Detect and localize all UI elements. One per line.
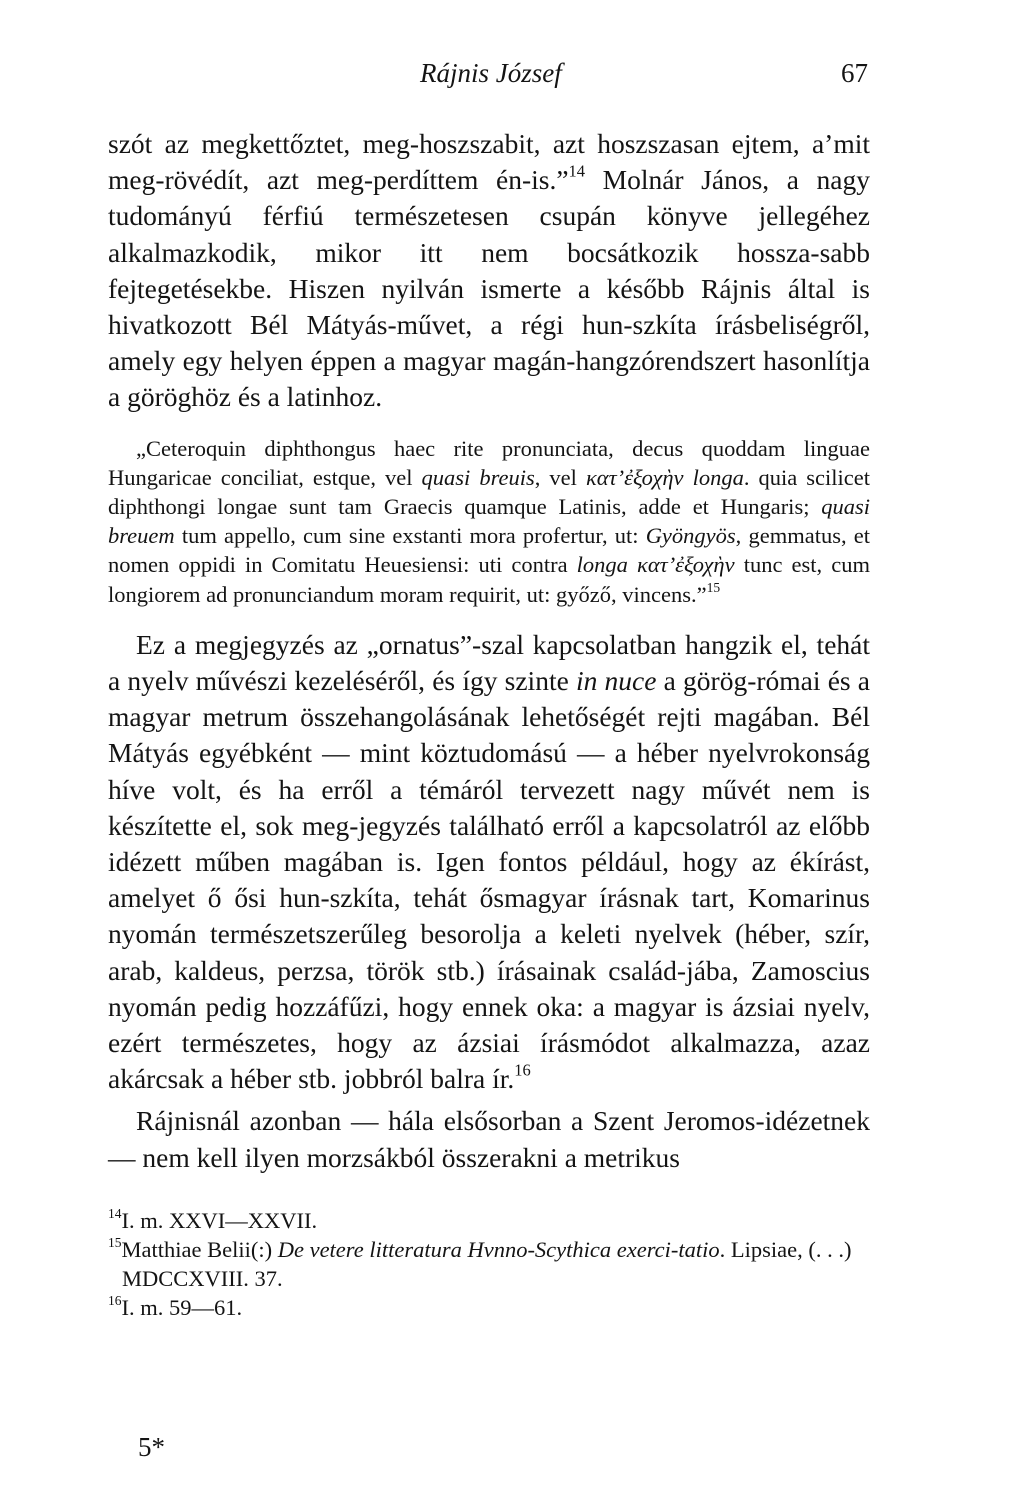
latin-quotation (108, 434, 870, 609)
footnote-ref-16: 16 (514, 1060, 531, 1080)
quote-italic-3: quasi breuem (108, 494, 870, 549)
running-head (108, 58, 870, 98)
footnote-14-text: I. m. XXVI—XXVII. (121, 1207, 318, 1233)
footnote-16 (108, 1293, 870, 1322)
signature-mark: 5* (138, 1432, 165, 1462)
page (108, 58, 870, 1322)
paragraph-2 (108, 627, 870, 1098)
footnote-16-text: I. m. 59—61. (121, 1294, 243, 1320)
quote-text-c: . quia scilicet diphthongi longae sunt tam Graecis quamque Latinis, adde et Hungaris; (108, 464, 870, 520)
footnote-ref-15: 15 (706, 579, 721, 595)
quote-italic-5: longa κατ’ἐξοχὴν (576, 552, 735, 578)
footnote-15 (108, 1235, 870, 1293)
paragraph-3: Rájnisnál azonban — hála elsősorban a Szent Jeromos-idézetnek — nem kell ilyen morzsákból összerakni a metrikus (108, 1105, 870, 1173)
quote-italic-1: quasi breuis (421, 464, 535, 490)
quote-text-a: „Ceteroquin diphthongus haec rite pronunciata, decus quoddam linguae Hungaricae conciliat, estque, vel (108, 435, 870, 490)
paragraph-2-text-b: a görög-római és a magyar metrum összehangolásának lehetőségét rejti magában. Bél Mátyás egyébként — mint köztudomású — a héber nyelvrokonság híve volt, és ha erről a témáról tervezett nagy művét nem is készítette el, sok meg-jegyzés található erről a kapcsolatról az előbb idézett műben magában is. Igen fontos például, hogy az ékírást, amelyet ő ősi hun-szkíta, tehát ősmagyar írásnak tart, Komarinus nyomán természetszerűleg besorolja a keleti nyelvek (héber, szír, arab, kaldeus, perzsa, török stb.) írásainak család-jába, Zamoscius nyomán pedig hozzáfűzi, hogy ennek oka: a magyar is ázsiai nyelv, ezért természetes, hogy az ázsiai írásmódot alkalmazza, azaz akárcsak a héber stb. jobbról balra ír. (108, 665, 871, 1095)
paragraph-2-text-a: Ez a megjegyzés az „ornatus”-szal kapcsolatban hangzik el, tehát a nyelv művészi kezeléséről, és így szinte (108, 628, 870, 697)
footnote-15-text-b: . Lipsiae, (. . .) MDCCXVIII. 37. (122, 1236, 852, 1291)
footnotes (108, 1206, 870, 1322)
footnote-15-italic: De vetere litteratura Hvnno-Scythica exerci-tatio (277, 1236, 720, 1262)
paragraph-1-text-b: Molnár János, a nagy tudományú férfiú természetesen csupán könyve jellegéhez alkalmazkodik, mikor itt nem bocsátkozik hossza-sabb fejtegetésekbe. Hiszen nyilván ismerte a később Rájnis által is hivatkozott Bél Mátyás-művet, a régi hun-szkíta írásbeliségről, amely egy helyen éppen a magyar magán-hangzórendszert hasonlítja a göröghöz és a latinhoz. (108, 164, 870, 413)
quote-text-e: , gemmatus, et nomen oppidi in Comitatu Heuesiensi: uti contra (108, 523, 870, 578)
footnote-15-text-a: Matthiae Belii(:) (121, 1236, 278, 1262)
footnote-15-number: 15 (108, 1234, 122, 1250)
quote-text-f: tunc est, cum longiorem ad pronunciandum moram requirit, ut: győző, vincens.” (108, 552, 870, 607)
page-number: 67 (841, 58, 868, 88)
paragraph-1 (108, 126, 870, 416)
footnote-14-number: 14 (108, 1205, 122, 1221)
paragraph-2-italic: in nuce (575, 665, 657, 697)
running-title: Rájnis József (420, 58, 562, 88)
footnote-ref-14: 14 (568, 161, 586, 181)
paragraph-1-text-a: szót az megkettőztet, meg-hoszszabit, azt hoszszasan ejtem, a’mit meg-rövédít, azt meg-perdíttem én-is.” (108, 128, 870, 196)
quote-italic-2: κατ’ἐξοχὴν longa (585, 464, 744, 490)
quote-italic-4: Gyöngyös (645, 523, 736, 549)
footnote-14 (108, 1206, 870, 1235)
quote-text-b: , vel (534, 464, 586, 490)
quote-text-d: tum appello, cum sine exstanti mora profertur, ut: (174, 523, 646, 549)
footnote-16-number: 16 (108, 1292, 122, 1308)
